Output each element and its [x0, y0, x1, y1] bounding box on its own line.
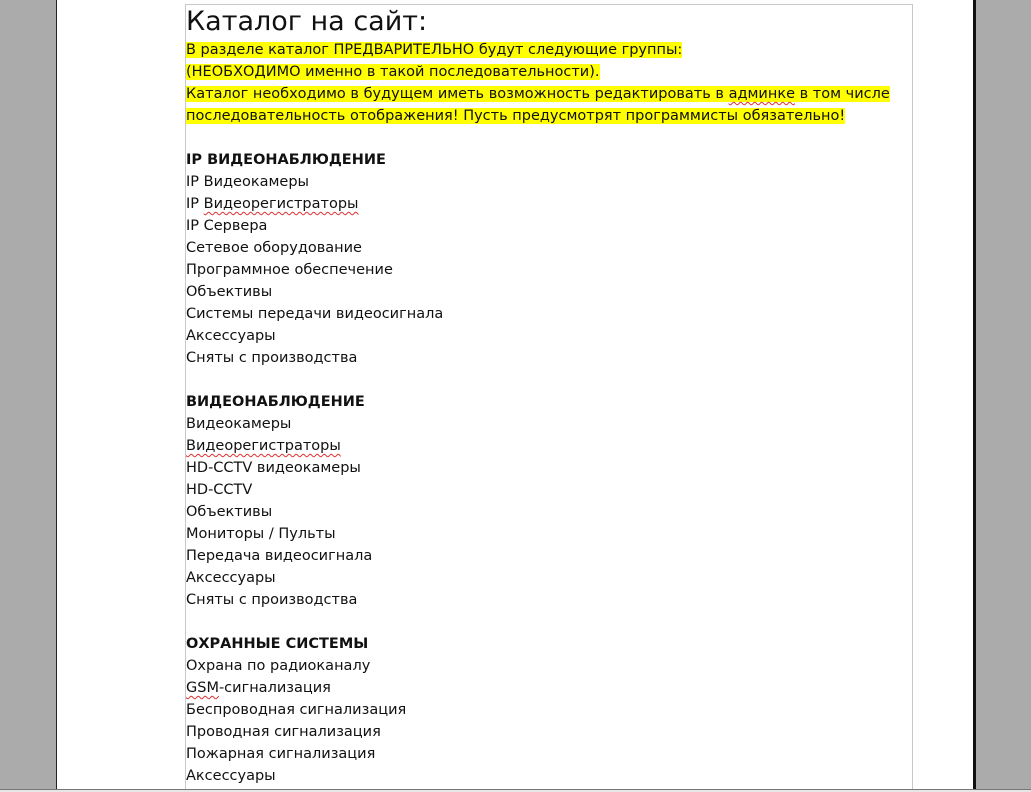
intro-paragraph[interactable] [186, 39, 910, 127]
section-list [186, 655, 910, 787]
highlighted-text: (НЕОБХОДИМО именно в такой последовательности). [186, 64, 600, 80]
list-item[interactable] [186, 435, 910, 457]
spellcheck-word: Видеорегистраторы [203, 196, 359, 212]
list-item[interactable]: Системы передачи видеосигнала [186, 306, 444, 322]
list-item[interactable]: Аксессуары [186, 328, 276, 344]
list-item[interactable]: Проводная сигнализация [186, 724, 381, 740]
section-security[interactable] [186, 633, 910, 787]
intro-text: Каталог необходимо в будущем иметь возможность редактировать в [186, 86, 729, 102]
intro-line-2[interactable] [186, 61, 910, 83]
intro-line-3[interactable] [186, 83, 910, 105]
list-item[interactable]: IP Видеокамеры [186, 174, 309, 190]
list-item[interactable]: Мониторы / Пульты [186, 526, 336, 542]
list-item[interactable]: Программное обеспечение [186, 262, 393, 278]
spellcheck-word: GSM [186, 680, 219, 696]
section-heading[interactable]: IP ВИДЕОНАБЛЮДЕНИЕ [186, 152, 386, 168]
list-item[interactable]: Сняты с производства [186, 592, 358, 608]
list-item[interactable]: IP Сервера [186, 218, 268, 234]
list-item[interactable]: HD-CCTV [186, 482, 253, 498]
list-item[interactable]: Передача видеосигнала [186, 548, 373, 564]
document-body[interactable] [186, 5, 910, 787]
intro-line-1[interactable] [186, 39, 910, 61]
section-heading[interactable]: ОХРАННЫЕ СИСТЕМЫ [186, 636, 369, 652]
list-item-text: -сигнализация [218, 680, 331, 696]
section-list [186, 413, 910, 611]
spellcheck-word: админке [728, 86, 795, 102]
list-item[interactable]: Аксессуары [186, 768, 276, 784]
list-item[interactable]: HD-CCTV видеокамеры [186, 460, 361, 476]
list-item[interactable]: Объективы [186, 504, 273, 520]
list-item[interactable]: Беспроводная сигнализация [186, 702, 407, 718]
spellcheck-word: Видеорегистраторы [186, 438, 341, 454]
section-ip-video[interactable] [186, 149, 910, 369]
document-title[interactable]: Каталог на сайт: [186, 6, 428, 37]
list-item[interactable] [186, 677, 910, 699]
list-item[interactable]: Сетевое оборудование [186, 240, 362, 256]
highlighted-text: В разделе каталог ПРЕДВАРИТЕЛЬНО будут следующие группы: [186, 42, 683, 58]
list-item[interactable]: Видеокамеры [186, 416, 292, 432]
list-item[interactable] [186, 193, 910, 215]
list-item-text: IP [186, 196, 204, 212]
list-item[interactable]: Сняты с производства [186, 350, 358, 366]
highlighted-text [186, 86, 890, 102]
highlighted-text: последовательность отображения! Пусть предусмотрят программисты обязательно! [186, 108, 846, 124]
document-page[interactable] [56, 0, 976, 790]
section-heading[interactable]: ВИДЕОНАБЛЮДЕНИЕ [186, 394, 365, 410]
intro-text: в том числе [795, 86, 890, 102]
list-item[interactable]: Аксессуары [186, 570, 276, 586]
list-item[interactable]: Охрана по радиоканалу [186, 658, 371, 674]
list-item[interactable]: Объективы [186, 284, 273, 300]
list-item[interactable]: Пожарная сигнализация [186, 746, 376, 762]
section-list [186, 171, 910, 369]
intro-line-4[interactable] [186, 105, 910, 127]
section-video[interactable] [186, 391, 910, 611]
